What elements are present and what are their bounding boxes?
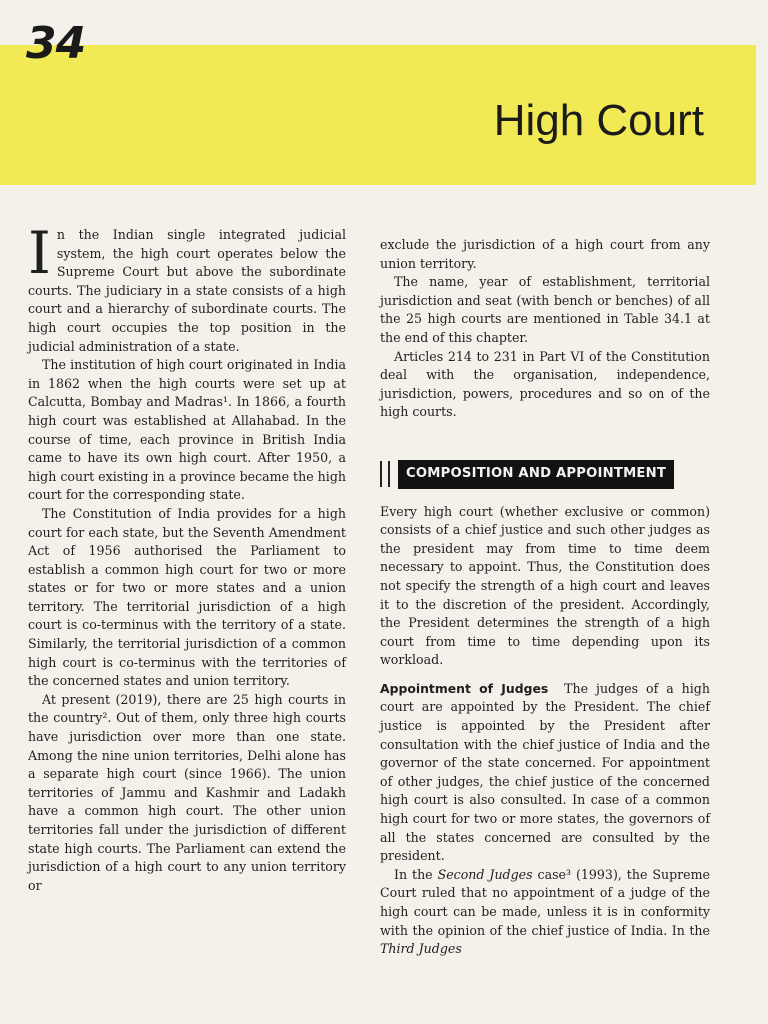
- paragraph-continuation: exclude the jurisdiction of a high court from any union territory.: [380, 237, 710, 271]
- paragraph-present: At present (2019), there are 25 high courts in the country². Out of them, only three high courts have jurisdiction over more than one state. Among the nine union territories, Delhi alone has a separate high court (since 1966). The union territories of Jammu and Kashmir and Ladakh have a common high court. The other union territories fall under the jurisdiction of different state high courts. The Parliament can extend the jurisdiction of a high court to any union territory or: [28, 691, 346, 893]
- right-column: [380, 236, 710, 959]
- paragraph-composition: Every high court (whether exclusive or common) consists of a chief justice and such other judges as the president may from time to time deem necessary to appoint. Thus, the Constitution does not specify the strength of a high court and leaves it to the discretion of the president. Accordingly, the President determines the strength of a high court from time to time depending upon its workload.: [380, 503, 710, 668]
- chapter-number: 34: [26, 18, 86, 69]
- drop-cap: I: [28, 219, 51, 287]
- section-heading: [380, 460, 710, 489]
- heading-bars-icon: [380, 461, 390, 487]
- section-heading-text: COMPOSITION AND APPOINTMENT: [398, 460, 674, 489]
- judges-case-text-b: case³ (1993), the Supreme Court ruled that no appointment of a judge of the high court can be made, unless it is in conformity with the opinion of the chief justice of India. In the: [380, 866, 711, 938]
- intro-paragraph: [28, 219, 346, 356]
- intro-text: n the Indian single integrated judicial system, the high court operates below the Supreme Court but above the subordinate courts. The judiciary in a state consists of a high court and a hierarchy of subordinate courts. The high court occupies the top position in the judicial administration of a state.: [28, 227, 346, 354]
- second-judges-italic: Second Judges: [437, 866, 533, 882]
- appointment-text: The judges of a high court are appointed by the President. The chief justice is appointed by the President after consultation with the chief justice of India and the governor of the state concerned. For appointment of other judges, the chief justice of the concerned high court is also consulted. In case of a common high court for two or more states, the governors of all the states concerned are consulted by the president.: [380, 680, 710, 864]
- paragraph-appointment: [380, 680, 710, 866]
- third-judges-italic: Third Judges: [380, 941, 462, 957]
- paragraph-articles: Articles 214 to 231 in Part VI of the Constitution deal with the organisation, independence, jurisdiction, powers, procedures and so on of the high courts.: [380, 348, 710, 420]
- left-column: [28, 219, 346, 895]
- chapter-title: High Court: [493, 96, 704, 145]
- judges-case-text-a: In the: [394, 866, 438, 882]
- subheading-appointment: Appointment of Judges: [380, 680, 549, 696]
- paragraph-judges-cases: [380, 866, 710, 959]
- paragraph-origin: The institution of high court originated in India in 1862 when the high courts were set up at Calcutta, Bombay and Madras¹. In 1866, a fourth high court was established at Allahabad. In the course of time, each province in British India came to have its own high court. After 1950, a high court existing in a province became the high court for the corresponding state.: [28, 357, 346, 503]
- paragraph-table-reference: The name, year of establishment, territorial jurisdiction and seat (with bench or benches) of all the 25 high courts are mentioned in Table 34.1 at the end of this chapter.: [380, 274, 710, 345]
- paragraph-constitution: The Constitution of India provides for a high court for each state, but the Seventh Amendment Act of 1956 authorised the Parliament to establish a common high court for two or more states or for two or more states and a union territory. The territorial jurisdiction of a high court is co-terminus with the territory of a state. Similarly, the territorial jurisdiction of a common high court is co-terminus with the territories of the concerned states and union territory.: [28, 505, 346, 689]
